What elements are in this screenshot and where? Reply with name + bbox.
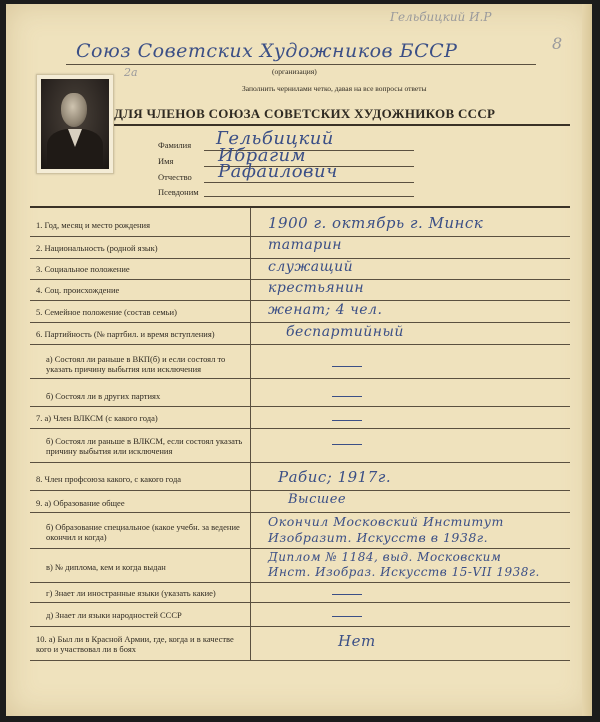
q9b-label: б) Образование специальное (какое учебн. за ведение окончил и когда) bbox=[46, 522, 240, 542]
q5-answer: женат; 4 чел. bbox=[268, 302, 383, 318]
q7b-label: б) Состоял ли раньше в ВЛКСМ, если состоял указать причину выбытия или исключения bbox=[46, 436, 243, 456]
row-rule bbox=[30, 378, 570, 379]
q10-answer: Нет bbox=[338, 632, 376, 650]
fill-instruction: Заполнить чернилами четко, давая на все вопросы ответы bbox=[242, 84, 427, 93]
q4-label: 4. Соц. происхождение bbox=[36, 285, 120, 295]
surname-value: Гельбицкий bbox=[216, 128, 334, 149]
row-rule bbox=[30, 548, 570, 549]
row-rule bbox=[30, 344, 570, 345]
q9a-answer: Высшее bbox=[288, 492, 347, 507]
row-rule bbox=[30, 322, 570, 323]
questionnaire-sheet bbox=[6, 4, 592, 716]
q9g-label: г) Знает ли иностранные языки (указать какие) bbox=[46, 588, 216, 598]
q6-label: 6. Партийность (№ партбил. и время вступления) bbox=[36, 329, 215, 339]
title-rule bbox=[114, 124, 570, 126]
page-edge bbox=[582, 4, 592, 716]
row-rule bbox=[30, 602, 570, 603]
name-label: Имя bbox=[158, 156, 174, 166]
q9v-label: в) № диплома, кем и когда выдан bbox=[46, 562, 166, 572]
q1-answer: 1900 г. октябрь г. Минск bbox=[268, 214, 484, 232]
pseudonym-label: Псевдоним bbox=[158, 187, 199, 197]
row-rule bbox=[30, 300, 570, 301]
row-rule bbox=[30, 582, 570, 583]
q2-answer: татарин bbox=[268, 237, 342, 253]
organization-underline bbox=[66, 64, 536, 65]
q6b-dash bbox=[332, 396, 362, 397]
patronymic-line bbox=[204, 182, 414, 183]
q9g-dash bbox=[332, 594, 362, 595]
q7a-dash bbox=[332, 420, 362, 421]
row-rule bbox=[30, 490, 570, 491]
q9d-label: д) Знает ли языки народностей СССР bbox=[46, 610, 182, 620]
organization-label: (организация) bbox=[272, 67, 317, 76]
row-rule bbox=[30, 406, 570, 407]
patronymic-value: Рафаилович bbox=[218, 161, 338, 182]
pencil-number: 8 bbox=[552, 34, 563, 53]
portrait-photo bbox=[36, 74, 114, 174]
q5-label: 5. Семейное положение (состав семьи) bbox=[36, 307, 177, 317]
q3-label: 3. Социальное положение bbox=[36, 264, 130, 274]
q9a-label: 9. а) Образование общее bbox=[36, 498, 125, 508]
form-title: ДЛЯ ЧЛЕНОВ СОЮЗА СОВЕТСКИХ ХУДОЖНИКОВ СССР bbox=[114, 106, 496, 121]
q7b-dash bbox=[332, 444, 362, 445]
q6a-dash bbox=[332, 366, 362, 367]
q9b-answer-line1: Окончил Московский Институт bbox=[268, 514, 504, 529]
q2-label: 2. Национальность (родной язык) bbox=[36, 243, 158, 253]
name-value: Ибрагим bbox=[218, 145, 307, 166]
row-rule bbox=[30, 660, 570, 661]
row-rule bbox=[30, 462, 570, 463]
pencil-mark: 2а bbox=[124, 66, 138, 79]
q1-label: 1. Год, месяц и место рождения bbox=[36, 220, 151, 230]
q8-answer: Рабис; 1917г. bbox=[278, 468, 392, 486]
q6a-label: а) Состоял ли раньше в ВКП(б) и если состоял то указать причину выбытия или исключения bbox=[46, 354, 226, 374]
q9b-answer-line2: Изобразит. Искусств в 1938г. bbox=[268, 530, 489, 545]
row-rule bbox=[30, 428, 570, 429]
table-top-rule bbox=[30, 206, 570, 208]
q7a-label: 7. а) Член ВЛКСМ (с какого года) bbox=[36, 413, 158, 423]
row-rule bbox=[30, 512, 570, 513]
q9v-answer-line2: Инст. Изобраз. Искусств 15-VII 1938г. bbox=[268, 565, 540, 579]
q9d-dash bbox=[332, 616, 362, 617]
q3-answer: служащий bbox=[268, 259, 354, 275]
q10-label: 10. а) Был ли в Красной Армии, где, когда и в качестве кого и участвовал ли в боях bbox=[36, 634, 234, 654]
q6-answer: беспартийный bbox=[286, 324, 404, 340]
q4-answer: крестьянин bbox=[268, 280, 365, 296]
row-rule bbox=[30, 626, 570, 627]
surname-label: Фамилия bbox=[158, 140, 192, 150]
patronymic-label: Отчество bbox=[158, 172, 192, 182]
organization-value: Союз Советских Художников БССР bbox=[76, 40, 458, 62]
table-divider bbox=[250, 208, 251, 660]
q6b-label: б) Состоял ли в других партиях bbox=[46, 391, 161, 401]
q9v-answer-line1: Диплом № 1184, выд. Московским bbox=[268, 550, 502, 564]
pencil-name-note: Гельбицкий И.Р bbox=[390, 10, 492, 24]
q8-label: 8. Член профсоюза какого, с какого года bbox=[36, 474, 182, 484]
pseudonym-line bbox=[204, 196, 414, 197]
